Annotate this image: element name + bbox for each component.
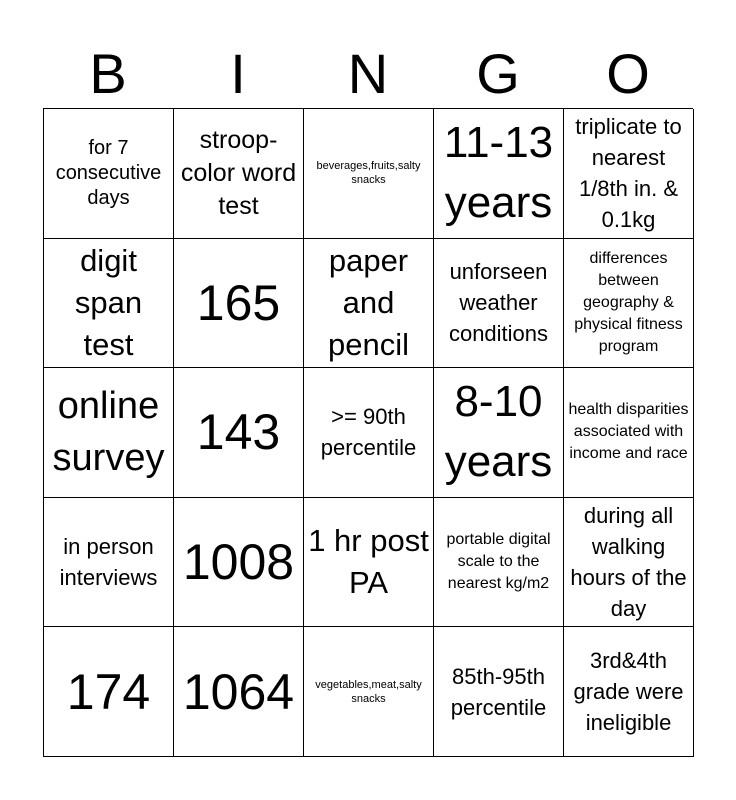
bingo-cell[interactable] — [434, 498, 564, 628]
cell-text: beverages,fruits,salty snacks — [316, 160, 421, 187]
bingo-cell[interactable] — [564, 368, 694, 498]
cell-text: >= 90th percentile — [320, 404, 417, 461]
cell-text: 3rd&4th grade were ineligible — [573, 648, 684, 736]
bingo-cell[interactable] — [44, 368, 174, 498]
bingo-cell[interactable] — [304, 109, 434, 239]
cell-text: 165 — [196, 274, 281, 331]
bingo-cell[interactable] — [174, 498, 304, 628]
header-letter-i: I — [230, 42, 246, 105]
bingo-cell[interactable] — [434, 109, 564, 239]
bingo-cell[interactable] — [174, 239, 304, 369]
bingo-cell[interactable] — [434, 627, 564, 757]
cell-text: 11-13 years — [443, 118, 554, 228]
bingo-cell[interactable] — [44, 239, 174, 369]
bingo-cell[interactable] — [44, 109, 174, 239]
bingo-cell[interactable] — [304, 239, 434, 369]
bingo-cell[interactable] — [44, 627, 174, 757]
bingo-cell[interactable] — [174, 368, 304, 498]
cell-text: differences between geography & physical fitness program — [574, 249, 683, 355]
cell-text: 143 — [196, 404, 281, 461]
bingo-cell[interactable] — [44, 498, 174, 628]
cell-text: 1 hr post PA — [308, 523, 429, 601]
cell-text: stroop-color word test — [180, 125, 297, 220]
bingo-cell[interactable] — [434, 239, 564, 369]
cell-text: unforseen weather conditions — [448, 259, 549, 347]
cell-text: during all walking hours of the day — [570, 503, 687, 622]
cell-text: 85th-95th percentile — [450, 663, 547, 720]
bingo-cell[interactable] — [304, 368, 434, 498]
cell-text: in person interviews — [59, 534, 158, 591]
bingo-board — [43, 108, 693, 757]
cell-text: portable digital scale to the nearest kg/m2 — [446, 531, 551, 593]
bingo-cell[interactable] — [434, 368, 564, 498]
cell-text: vegetables,meat,salty snacks — [315, 678, 422, 705]
cell-text: 1008 — [182, 534, 295, 591]
header-letter-g: G — [476, 42, 520, 105]
header-letter-o: O — [606, 42, 650, 105]
bingo-cell[interactable] — [174, 627, 304, 757]
bingo-cell[interactable] — [174, 109, 304, 239]
cell-text: triplicate to nearest 1/8th in. & 0.1kg — [575, 114, 682, 233]
cell-text: 174 — [66, 663, 151, 720]
bingo-cell[interactable] — [304, 498, 434, 628]
bingo-cell[interactable] — [564, 498, 694, 628]
bingo-cell[interactable] — [564, 627, 694, 757]
header-letter-n: N — [347, 42, 389, 105]
cell-text: 8-10 years — [444, 377, 553, 487]
cell-text: 1064 — [182, 663, 295, 720]
cell-text: online survey — [52, 385, 165, 480]
header-letter-b: B — [89, 42, 127, 105]
bingo-header — [43, 40, 693, 108]
bingo-cell[interactable] — [564, 109, 694, 239]
cell-text: digit span test — [74, 242, 143, 362]
cell-text: paper and pencil — [328, 242, 409, 362]
cell-text: health disparities associated with income and race — [568, 401, 689, 463]
bingo-cell[interactable] — [564, 239, 694, 369]
cell-text: for 7 consecutive days — [55, 136, 162, 209]
bingo-cell[interactable] — [304, 627, 434, 757]
